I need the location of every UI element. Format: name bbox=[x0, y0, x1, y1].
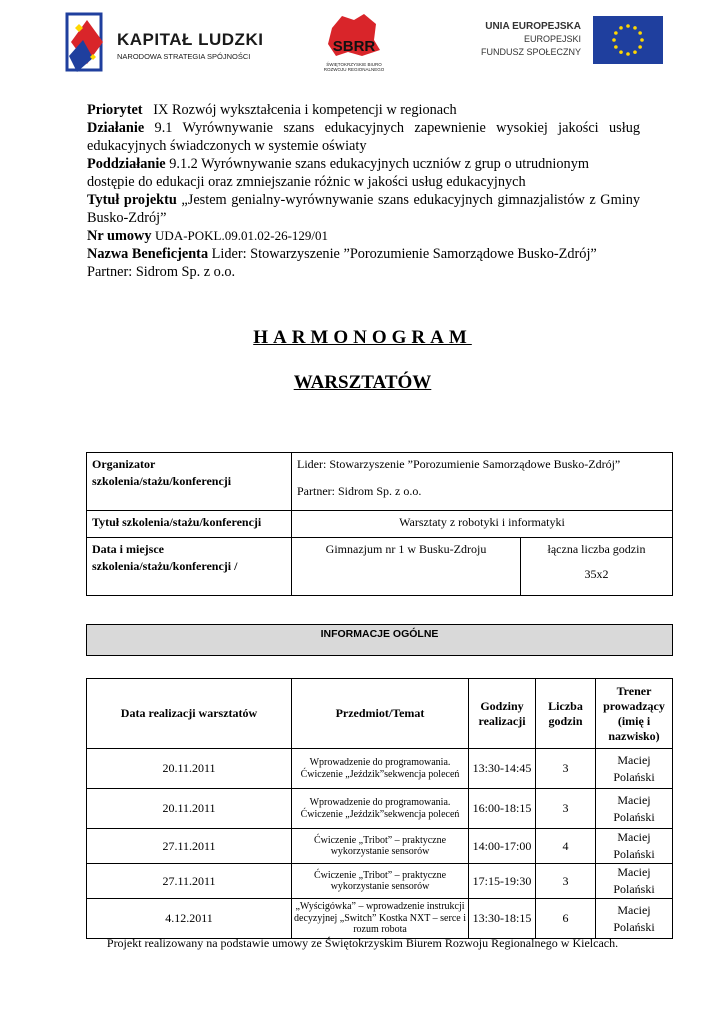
organizer-label: Organizator szkolenia/stażu/konferencji bbox=[87, 453, 292, 511]
hours-total-value: 35x2 bbox=[584, 567, 609, 581]
header-subject: Przedmiot/Temat bbox=[292, 679, 469, 749]
row-date: 4.12.2011 bbox=[87, 899, 292, 939]
row-trainer: Maciej Polański bbox=[596, 864, 673, 899]
row-count: 3 bbox=[536, 789, 596, 829]
document-title bbox=[0, 327, 725, 349]
row-count: 3 bbox=[536, 864, 596, 899]
tytul-line bbox=[87, 191, 640, 227]
poddzialanie-label: Poddziałanie bbox=[87, 156, 166, 172]
row-count: 4 bbox=[536, 829, 596, 864]
row-date: 20.11.2011 bbox=[87, 749, 292, 789]
table-row bbox=[87, 899, 673, 939]
priorytet-label: Priorytet bbox=[87, 102, 143, 118]
row-date: 27.11.2011 bbox=[87, 864, 292, 899]
eu-text bbox=[481, 20, 581, 59]
table-row bbox=[87, 789, 673, 829]
eu-logo bbox=[480, 16, 663, 68]
nr-umowy-value: UDA-POKL.09.01.02-26-129/01 bbox=[155, 228, 329, 243]
table-row bbox=[87, 749, 673, 789]
row-date: 20.11.2011 bbox=[87, 789, 292, 829]
title-row bbox=[87, 511, 673, 538]
header-date: Data realizacji warsztatów bbox=[87, 679, 292, 749]
document-title-text: HARMONOGRAM bbox=[253, 327, 472, 348]
table-row bbox=[87, 864, 673, 899]
table-row bbox=[87, 829, 673, 864]
eu-line3: FUNDUSZ SPOŁECZNY bbox=[480, 47, 581, 57]
schedule-table bbox=[86, 678, 673, 939]
row-subject: Ćwiczenie „Tribot” – praktyczne wykorzystanie sensorów bbox=[292, 864, 469, 899]
hours-total-label: łączna liczba godzin bbox=[547, 542, 646, 556]
title-label: Tytuł szkolenia/stażu/konferencji bbox=[87, 511, 292, 538]
kapital-ludzki-mark-icon bbox=[65, 12, 107, 74]
row-hours: 13:30-18:15 bbox=[469, 899, 536, 939]
page-header bbox=[0, 8, 725, 82]
priorytet-line bbox=[87, 101, 640, 119]
document-subtitle-text: WARSZTATÓW bbox=[293, 372, 432, 393]
sbrr-logo bbox=[318, 10, 390, 80]
eu-star-icon bbox=[612, 38, 616, 42]
kapital-ludzki-subtitle: NARODOWA STRATEGIA SPÓJNOŚCI bbox=[117, 52, 251, 61]
beneficjent-value: Lider: Stowarzyszenie ”Porozumienie Samorządowe Busko-Zdrój” bbox=[211, 246, 597, 262]
row-trainer: Maciej Polański bbox=[596, 789, 673, 829]
eu-star-icon bbox=[626, 24, 630, 28]
row-trainer: Maciej Polański bbox=[596, 899, 673, 939]
partner-line: Partner: Sidrom Sp. z o.o. bbox=[87, 264, 236, 280]
poddzialanie-value: 9.1.2 Wyrównywanie szans edukacyjnych uczniów z grup o utrudnionym dostępie do edukacji oraz zmniejszanie różnic w jakości usług edukacyjnych bbox=[87, 156, 589, 190]
row-date: 27.11.2011 bbox=[87, 829, 292, 864]
eu-star-icon bbox=[619, 26, 623, 30]
eu-star-icon bbox=[633, 26, 637, 30]
beneficjent-line bbox=[87, 245, 640, 263]
tytul-value: „Jestem genialny-wyrównywanie szans edukacyjnych gimnazjalistów z Gminy Busko-Zdrój” bbox=[87, 192, 641, 226]
poddzialanie-line bbox=[87, 155, 607, 191]
general-info-banner: INFORMACJE OGÓLNE bbox=[86, 624, 673, 656]
row-count: 3 bbox=[536, 749, 596, 789]
row-hours: 17:15-19:30 bbox=[469, 864, 536, 899]
row-subject: Wprowadzenie do programowania. Ćwiczenie „Jeździk”sekwencja poleceń bbox=[292, 789, 469, 829]
eu-flag-icon bbox=[593, 16, 663, 64]
row-hours: 16:00-18:15 bbox=[469, 789, 536, 829]
kapital-ludzki-title: KAPITAŁ LUDZKI bbox=[117, 30, 264, 49]
eu-star-icon bbox=[614, 45, 618, 49]
organizer-value bbox=[292, 453, 673, 511]
nr-umowy-line bbox=[87, 227, 640, 245]
beneficjent-label: Nazwa Beneficjenta bbox=[87, 246, 209, 262]
sbrr-subtitle-line1: ŚWIĘTOKRZYSKIE BIURO bbox=[326, 62, 382, 67]
sbrr-subtitle bbox=[318, 62, 390, 72]
eu-line2: EUROPEJSKI bbox=[523, 34, 581, 44]
priorytet-value: IX Rozwój wykształcenia i kompetencji w regionach bbox=[153, 102, 457, 118]
eu-star-icon bbox=[626, 52, 630, 56]
row-subject: Wprowadzenie do programowania. Ćwiczenie „Jeździk”sekwencja poleceń bbox=[292, 749, 469, 789]
kapital-ludzki-logo bbox=[65, 12, 265, 74]
eu-line1: UNIA EUROPEJSKA bbox=[485, 21, 581, 32]
place-value: Gimnazjum nr 1 w Busku-Zdroju bbox=[292, 538, 521, 596]
nr-umowy-label: Nr umowy bbox=[87, 228, 152, 244]
page-footer: Projekt realizowany na podstawie umowy ze Świętokrzyskim Biurem Rozwoju Regionalnego w Kielcach. bbox=[106, 936, 619, 950]
hours-total-cell bbox=[521, 538, 673, 596]
row-hours: 14:00-17:00 bbox=[469, 829, 536, 864]
place-row bbox=[87, 538, 673, 596]
row-trainer: Maciej Polański bbox=[596, 749, 673, 789]
organizer-table bbox=[86, 452, 673, 596]
dzialanie-label: Działanie bbox=[87, 120, 145, 136]
dzialanie-value: 9.1 Wyrównywanie szans edukacyjnych zapewnienie wysokiej jakości usług edukacyjnych świadczonych w systemie oświaty bbox=[87, 120, 640, 154]
eu-star-icon bbox=[638, 45, 642, 49]
project-info bbox=[87, 101, 640, 281]
dzialanie-line bbox=[87, 119, 640, 155]
title-value: Warsztaty z robotyki i informatyki bbox=[292, 511, 673, 538]
eu-star-icon bbox=[619, 50, 623, 54]
eu-star-icon bbox=[638, 31, 642, 35]
sbrr-mark: SBRR bbox=[332, 38, 376, 55]
organizer-lider: Lider: Stowarzyszenie ”Porozumienie Samorządowe Busko-Zdrój” bbox=[297, 457, 621, 471]
organizer-partner: Partner: Sidrom Sp. z o.o. bbox=[297, 484, 422, 498]
eu-star-icon bbox=[633, 50, 637, 54]
header-count: Liczba godzin bbox=[536, 679, 596, 749]
place-label: Data i miejsce szkolenia/stażu/konferencji / bbox=[87, 538, 292, 596]
row-hours: 13:30-14:45 bbox=[469, 749, 536, 789]
header-trainer: Trener prowadzący (imię i nazwisko) bbox=[596, 679, 673, 749]
organizer-row bbox=[87, 453, 673, 511]
row-subject: Ćwiczenie „Tribot” – praktyczne wykorzystanie sensorów bbox=[292, 829, 469, 864]
row-trainer: Maciej Polański bbox=[596, 829, 673, 864]
schedule-header-row bbox=[87, 679, 673, 749]
sbrr-subtitle-line2: ROZWOJU REGIONALNEGO bbox=[323, 67, 385, 72]
tytul-label: Tytuł projektu bbox=[87, 192, 177, 208]
document-subtitle bbox=[0, 372, 725, 394]
eu-star-icon bbox=[640, 38, 644, 42]
header-hours: Godziny realizacji bbox=[469, 679, 536, 749]
row-subject: „Wyścigówka” – wprowadzenie instrukcji decyzyjnej „Switch” Kostka NXT – serce i rozum robota bbox=[292, 899, 469, 939]
row-count: 6 bbox=[536, 899, 596, 939]
eu-star-icon bbox=[614, 31, 618, 35]
